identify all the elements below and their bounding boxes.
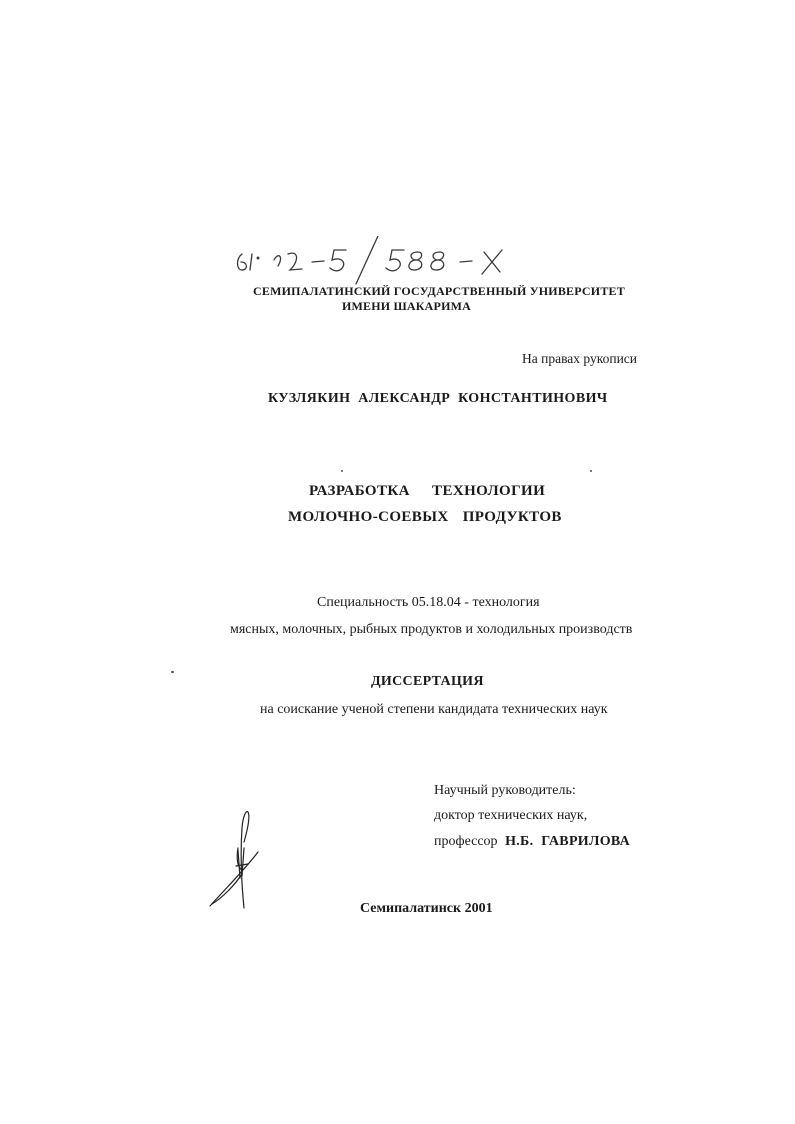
specialty-line2: мясных, молочных, рыбных продуктов и холодильных производств <box>230 622 633 637</box>
signature-image <box>198 808 270 914</box>
advisor-name: Н.Б. ГАВРИЛОВА <box>505 834 631 849</box>
author-name: КУЗЛЯКИН АЛЕКСАНДР КОНСТАНТИНОВИЧ <box>268 391 608 406</box>
dissertation-heading: ДИССЕРТАЦИЯ <box>371 674 484 689</box>
university-name-suffix: ИМЕНИ ШАКАРИМА <box>342 299 471 313</box>
city-year: Семипалатинск 2001 <box>360 901 493 916</box>
scan-speck <box>171 671 174 673</box>
dissertation-subtitle: на соискание ученой степени кандидата технических наук <box>260 702 608 717</box>
handwritten-archive-code <box>228 236 518 286</box>
advisor-label: Научный руководитель: <box>434 783 576 798</box>
advisor-line <box>434 834 630 850</box>
scan-speck <box>590 470 592 472</box>
advisor-degree: доктор технических наук, <box>434 808 588 823</box>
advisor-rank: профессор <box>434 834 498 849</box>
scan-speck <box>341 470 343 472</box>
rights-note: На правах рукописи <box>522 351 638 366</box>
thesis-title-line1: РАЗРАБОТКА ТЕХНОЛОГИИ <box>309 483 546 499</box>
university-name: СЕМИПАЛАТИНСКИЙ ГОСУДАРСТВЕННЫЙ УНИВЕРСИТЕТ <box>253 284 625 298</box>
thesis-title-line2: МОЛОЧНО-СОЕВЫХ ПРОДУКТОВ <box>288 509 562 525</box>
specialty-line1: Специальность 05.18.04 - технология <box>317 595 540 610</box>
